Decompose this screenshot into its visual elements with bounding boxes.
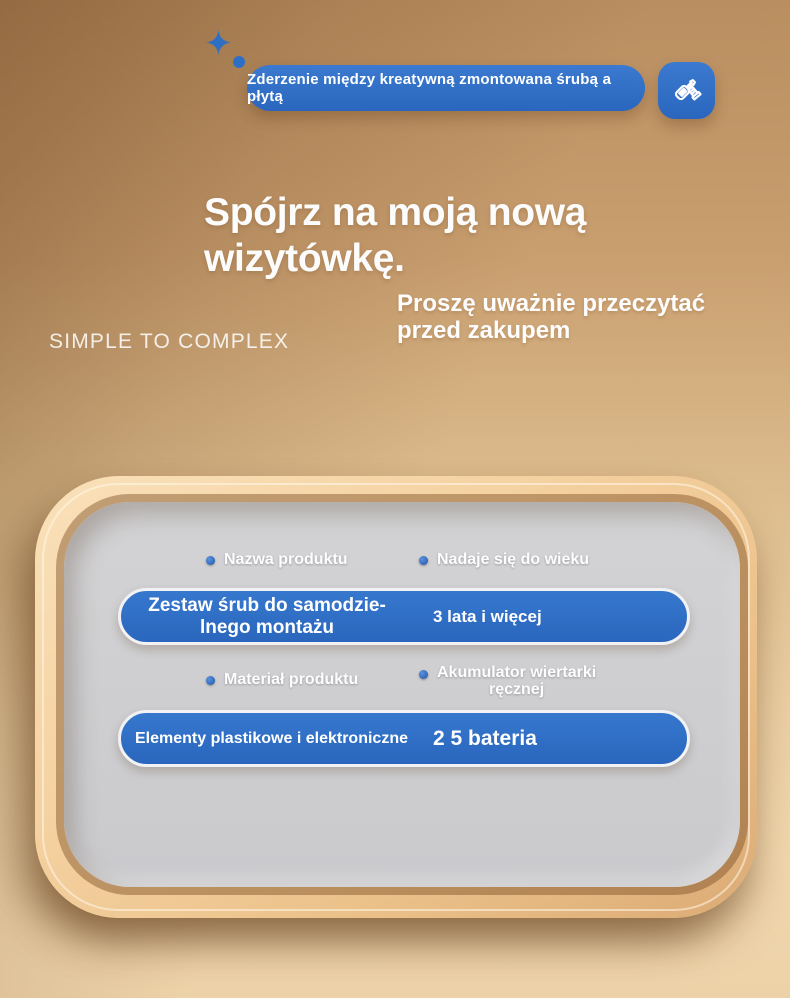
bullet-icon xyxy=(419,670,428,679)
banner-pill xyxy=(247,65,645,111)
tagline: SIMPLE TO COMPLEX xyxy=(49,330,290,353)
sparkle-star-icon xyxy=(206,30,231,55)
spec-bar-material xyxy=(118,710,690,767)
label-product-name-text: Nazwa produktu xyxy=(224,551,348,568)
spec-value-material: Elementy plastikowe i elektroniczne xyxy=(135,729,408,747)
spec-value-product-name-line2: lnego montażu xyxy=(199,616,335,638)
label-product-material-text: Materiał produktu xyxy=(224,671,359,688)
page-title-line2: wizytówkę. xyxy=(204,237,405,281)
bullet-icon xyxy=(206,556,215,565)
page-subtitle-line1: Proszę uważnie przeczytać xyxy=(397,290,706,317)
spec-bar-product-name xyxy=(118,588,690,645)
page-subtitle xyxy=(397,291,705,345)
label-suitable-age xyxy=(419,551,589,569)
spec-value-age: 3 lata i więcej xyxy=(433,606,542,626)
label-drill-battery-text xyxy=(437,664,596,699)
page-title xyxy=(204,190,586,282)
spec-panel xyxy=(64,502,740,887)
label-drill-battery-line1: Akumulator wiertarki xyxy=(437,664,597,681)
banner-text: Zderzenie między kreatywną zmontowana śrubą a płytą xyxy=(247,71,612,105)
label-drill-battery xyxy=(419,664,596,699)
screwdriver-screw-icon xyxy=(668,72,706,110)
spec-value-battery: 2 5 bateria xyxy=(433,726,537,750)
label-product-material xyxy=(206,671,358,689)
tool-badge xyxy=(658,62,715,119)
label-product-name xyxy=(206,551,348,569)
spec-value-product-name-line1: Zestaw śrub do samodzie- xyxy=(148,595,386,617)
bullet-icon xyxy=(419,556,428,565)
page-title-line1: Spójrz na moją nową xyxy=(204,191,587,234)
page-subtitle-line2: przed zakupem xyxy=(397,316,571,344)
spec-value-product-name xyxy=(121,595,413,638)
bullet-icon xyxy=(206,676,215,685)
label-suitable-age-text: Nadaje się do wieku xyxy=(437,551,590,568)
label-drill-battery-line2: ręcznej xyxy=(489,681,545,699)
sparkle-dot-icon xyxy=(233,56,245,68)
